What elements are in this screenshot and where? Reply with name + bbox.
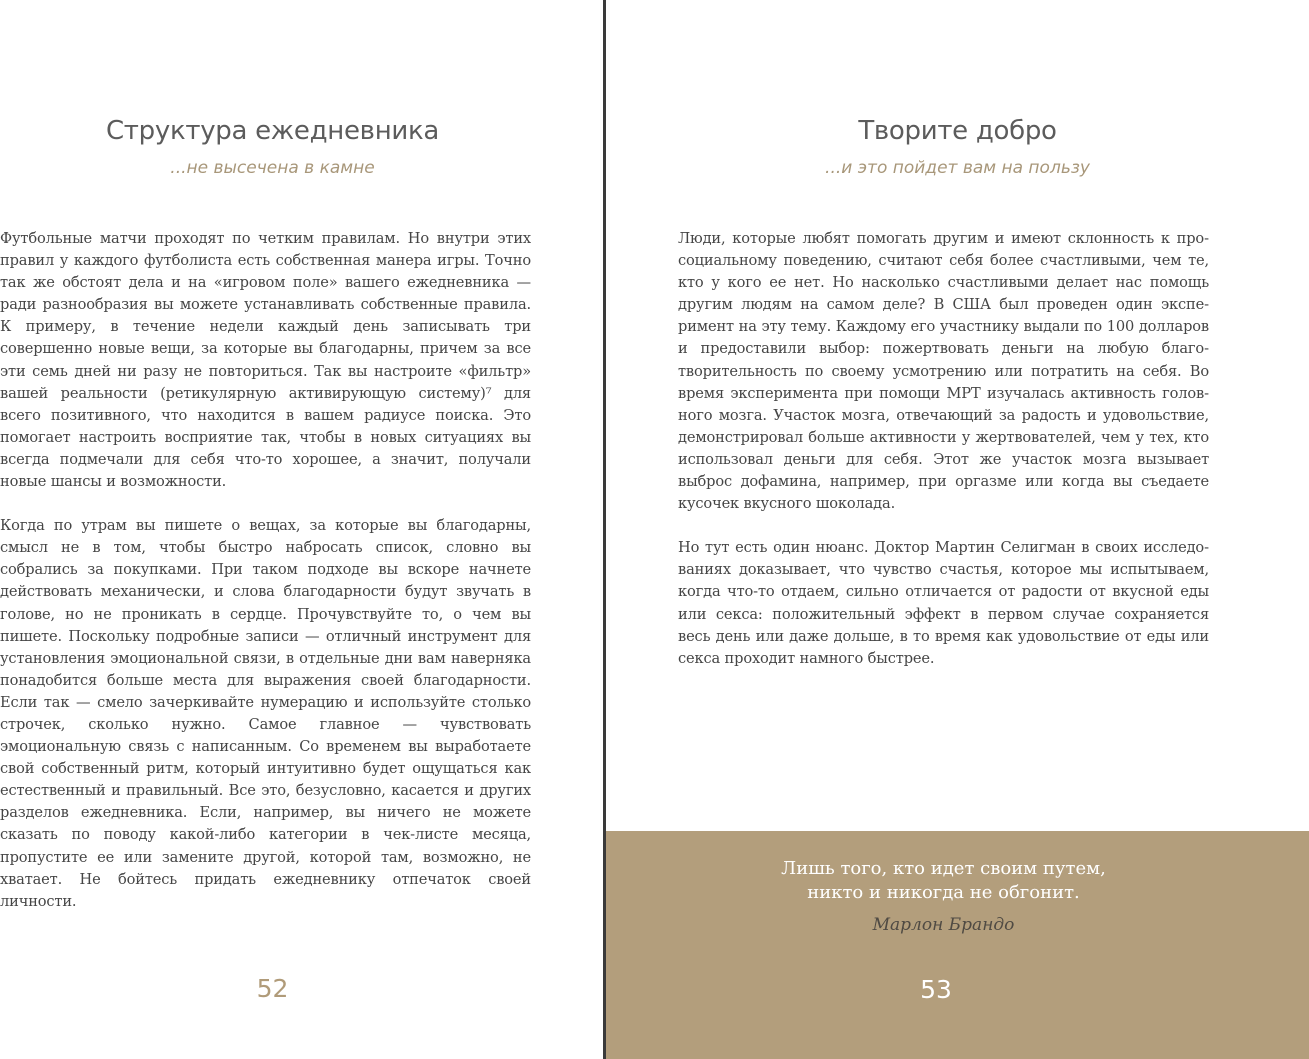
- paragraph: Когда по утрам вы пишете о вещах, за которые вы благодарны, смысл не в том, чтобы быстро набросать список, словно вы собрались за покупками. При таком подходе вы вскоре начнете действовать механически, и слова благодарности будут звучать в голове, но не проникать в сердце. Прочувствуйте то, о чем вы пишете. Поскольку подробные записи — отличный инструмент для установления эмоциональной связи, в отдельные дни вам наверняка понадобится больше места для выражения своей благодарности. Если так — смело зачеркивайте нумерацию и используйте столько строчек, сколько нужно. Самое главное — чувствовать эмоциональную связь с написанным. Со временем вы выработаете свой собственный ритм, который интуитивно будет ощущаться как естественный и правильный. Все это, безусловно, касается и других разделов ежедневника. Если, например, вы ничего не можете сказать по поводу какой-либо категории в чек-листе месяца, пропустите ее или замените другой, которой там, возможно, не хватает. Не бойтесь придать ежедневнику отпечаток своей личности.: [0, 517, 531, 910]
- paragraph: Люди, которые любят помогать другим и имеют склонность к просоциальному поведению, считают себя более счастливыми, чем те, кто у кого ее нет. Но насколько счастливыми делает нас помощь другим людям на самом деле? В США был проведен один эксперимент на эту тему. Каждому его участнику выдали по 100 долларов и предоставили выбор: пожертвовать деньги на любую благотворительность по своему усмотрению или потратить на себя. Во время эксперимента при помощи МРТ изучалась активность головного мозга. Участок мозга, отвечающий за радость и удовольствие, демонстрировал больше активности у жертвователей, чем у тех, кто использовал деньги для себя. Этот же участок мозга вызывает выброс дофамина, например, при оргазме или когда вы съедаете кусочек вкусного шоколада.: [678, 230, 1209, 513]
- page-subtitle: ...не высечена в камне: [170, 158, 375, 178]
- page-title: Творите добро: [858, 116, 1057, 146]
- page-title: Структура ежедневника: [105, 116, 440, 146]
- body-text: [0, 228, 531, 935]
- right-page: [606, 0, 1309, 1059]
- left-page: [0, 0, 603, 1059]
- page-number: 52: [256, 974, 289, 1003]
- page-number: 53: [920, 975, 952, 1004]
- body-text: [678, 228, 1209, 692]
- quote-text: Лишь того, кто идет своим путем, никто и никогда не обгонит.: [781, 858, 1106, 903]
- quote-author: Марлон Брандо: [872, 915, 1015, 935]
- paragraph: Но тут есть один нюанс. Доктор Мартин Селигман в своих исследованиях доказывает, что чувство счастья, которое мы испытываем, когда что-то отдаем, сильно отличается от радости от вкусной еды или секса: положительный эффект в первом случае сохраняется весь день или даже дольше, в то время как удовольствие от еды или секса проходит намного быстрее.: [678, 539, 1209, 667]
- paragraph: Футбольные матчи проходят по четким правилам. Но внутри этих правил у каждого футболиста есть собственная манера игры. Точно так же обстоят дела и на «игровом поле» вашего ежедневника — ради разнообразия вы можете устанавливать собственные правила. К примеру, в течение недели каждый день записывать три совершенно новые вещи, за которые вы благодарны, причем за все эти семь дней ни разу не повториться. Так вы настроите «фильтр» вашей реальности (ретикулярную активирующую систему)⁷ для всего позитивного, что находится в вашем радиусе поиска. Это помогает настроить восприятие так, чтобы в новых ситуациях вы всегда подмечали для себя что-то хорошее, а значит, получали новые шансы и возможности.: [0, 230, 531, 491]
- quote-panel: [606, 831, 1309, 1059]
- page-subtitle: ...и это пойдет вам на пользу: [825, 158, 1090, 178]
